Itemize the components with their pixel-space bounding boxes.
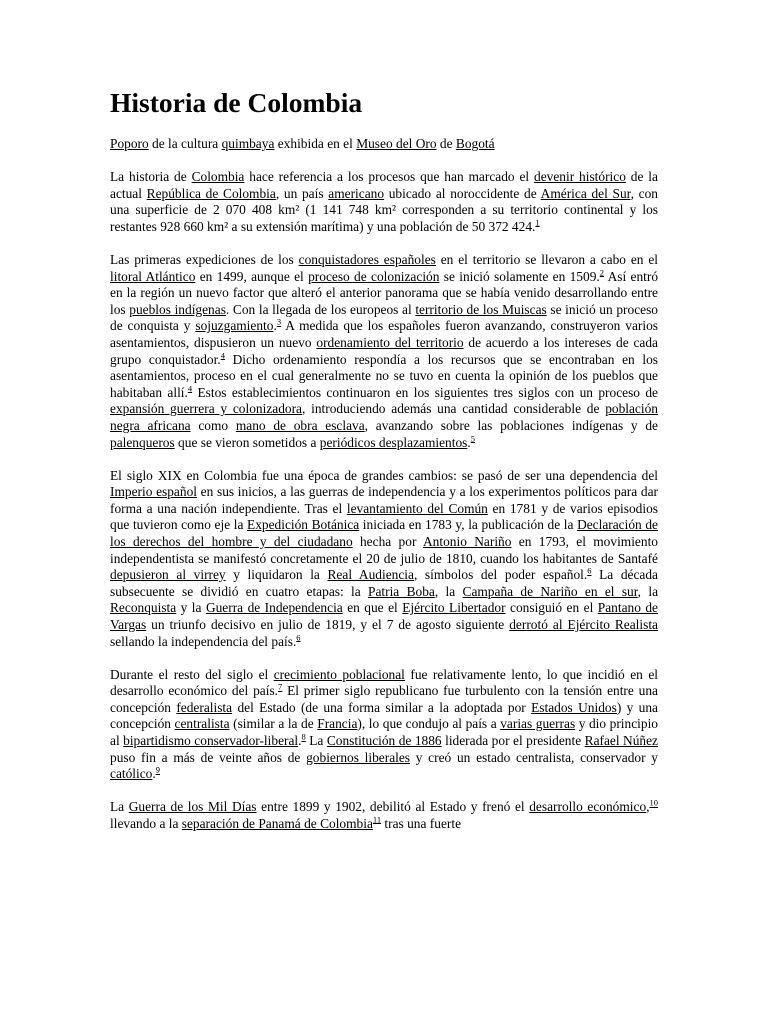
- text-run: , un país: [275, 185, 329, 201]
- text-run: A medida que los españoles fueron avanzando, construyeron varios asentamientos, dispusieron un nuevo: [110, 318, 658, 350]
- image-caption: [110, 136, 658, 153]
- article-link[interactable]: depusieron al virrey: [110, 567, 226, 583]
- article-link[interactable]: Guerra de Independencia: [205, 600, 343, 616]
- article-link[interactable]: Museo del Oro: [356, 136, 437, 151]
- text-run: en 1793, el movimiento independentista se manifestó concretamente el 20 de julio de 1810, cuando los habitantes de Santafé: [110, 533, 658, 566]
- text-run: iniciada en 1783 y, la publicación de la: [359, 517, 578, 533]
- article-link[interactable]: Antonio Nariño: [423, 533, 512, 549]
- article-link[interactable]: Francia: [317, 716, 358, 732]
- citation-link[interactable]: 4: [220, 350, 225, 361]
- citation-link[interactable]: 3: [276, 316, 282, 327]
- text-run: que se vieron sometidos a: [174, 434, 320, 450]
- text-run: en el territorio se llevaron a cabo en el: [435, 251, 659, 267]
- text-run: .: [273, 318, 277, 334]
- text-run: y dio principio al: [110, 716, 659, 748]
- text-run: un triunfo decisivo en julio de 1819, y el 7 de agosto siguiente: [146, 616, 510, 632]
- article-body: [110, 136, 658, 832]
- text-run: Durante el resto del siglo el: [110, 666, 274, 682]
- text-run: en 1499, aunque el: [195, 268, 309, 284]
- text-run: , la: [434, 583, 463, 599]
- text-run: , la: [637, 583, 659, 599]
- article-link[interactable]: Patria Boba: [368, 583, 435, 599]
- article-link[interactable]: Declaración de los derechos del hombre y del ciudadano: [110, 517, 658, 549]
- citation-link[interactable]: 6: [587, 565, 592, 576]
- article-link[interactable]: expansión guerrera y colonizadora: [110, 401, 303, 417]
- article-link[interactable]: Colombia: [191, 169, 245, 185]
- article-link[interactable]: Ejército Libertador: [402, 600, 506, 616]
- article-link[interactable]: población negra africana: [110, 401, 658, 433]
- article-link[interactable]: proceso de colonización: [308, 268, 440, 284]
- text-run: del Estado (de una forma similar a la adoptada por: [232, 699, 532, 715]
- article-link[interactable]: Estados Unidos: [531, 699, 617, 715]
- citation-link[interactable]: 4: [187, 383, 193, 394]
- citation-ref[interactable]: [650, 798, 659, 808]
- citation-link[interactable]: 2: [599, 267, 604, 278]
- paragraph-sigloxix: [110, 468, 658, 651]
- text-run: , introduciendo además una cantidad considerable de: [302, 401, 606, 417]
- article-link[interactable]: devenir histórico: [534, 169, 626, 185]
- text-run: Dicho ordenamiento respondía a los recursos que se encontraban en los asentamientos, proceso en el cual generalmente no se tuvo en cuenta la opinión de los pueblos que habitaban allí.: [110, 351, 658, 400]
- article-link[interactable]: Bogotá: [455, 136, 495, 151]
- article-link[interactable]: Campaña de Nariño en el sur: [462, 583, 638, 599]
- article-link[interactable]: Pantano de Vargas: [110, 600, 659, 632]
- article-link[interactable]: República de Colombia: [146, 185, 276, 201]
- article-link[interactable]: separación de Panamá de Colombia: [181, 815, 373, 831]
- citation-ref[interactable]: [156, 765, 160, 775]
- text-run: de la cultura: [148, 136, 222, 151]
- article-link[interactable]: federalista: [176, 699, 233, 715]
- text-run: en 1781 y de varios episodios que tuvieron como eje la: [110, 500, 658, 533]
- article-link[interactable]: periódicos desplazamientos: [319, 434, 468, 450]
- citation-link[interactable]: 10: [649, 797, 658, 808]
- article-link[interactable]: desarrollo económico: [529, 799, 647, 815]
- text-run: . Con la llegada de los europeos al: [225, 301, 416, 317]
- article-link[interactable]: América del Sur: [540, 185, 631, 201]
- article-link[interactable]: Constitución de 1886: [326, 733, 442, 748]
- citation-link[interactable]: 1: [535, 217, 540, 228]
- citation-ref[interactable]: [373, 814, 381, 824]
- text-run: La: [305, 733, 327, 748]
- text-run: liderada por el presidente: [441, 733, 585, 748]
- article-link[interactable]: Poporo: [110, 136, 149, 151]
- article-link[interactable]: Expedición Botánica: [247, 517, 360, 533]
- text-run: sellando la independencia del país.: [110, 633, 297, 649]
- text-run: y la: [176, 600, 206, 616]
- article-link[interactable]: Imperio español: [110, 484, 197, 500]
- text-run: llevando a la: [110, 815, 182, 831]
- text-run: y liquidaron la: [225, 567, 328, 583]
- article-link[interactable]: derrotó al Ejército Realista: [509, 616, 658, 632]
- article-link[interactable]: quimbaya: [221, 136, 275, 151]
- article-link[interactable]: bipartidismo conservador-liberal: [123, 733, 299, 748]
- article-link[interactable]: pueblos indígenas: [129, 301, 226, 317]
- article-link[interactable]: territorio de los Muiscas: [415, 301, 547, 317]
- article-link[interactable]: Rafael Núñez: [584, 733, 658, 748]
- article-link[interactable]: católico: [110, 766, 153, 782]
- text-run: de: [436, 136, 456, 151]
- article-link[interactable]: palenqueros: [110, 434, 175, 450]
- citation-link[interactable]: 11: [372, 814, 382, 825]
- citation-ref[interactable]: [471, 433, 475, 443]
- text-run: (similar a la de: [229, 716, 318, 732]
- citation-link[interactable]: 6: [296, 632, 301, 643]
- article-link[interactable]: crecimiento poblacional: [273, 666, 405, 682]
- paragraph-milDias: [110, 799, 658, 832]
- text-run: Así entró en la región un nuevo factor que alteró el anterior panorama que se había venido desarrollando entre los: [110, 268, 659, 317]
- article-link[interactable]: sojuzgamiento: [195, 318, 274, 334]
- citation-link[interactable]: 7: [278, 681, 283, 692]
- paragraph-conquista: [110, 252, 658, 451]
- text-run: hecha por: [352, 533, 424, 549]
- text-run: en sus inicios, a las guerras de independencia y a los experimentos políticos para dar forma a una nación independiente. Tras el: [110, 484, 658, 516]
- text-run: El primer siglo republicano fue turbulento con la tensión entre una concepción: [110, 683, 658, 715]
- text-run: .: [467, 434, 471, 450]
- text-run: Estos establecimientos continuaron en los siguientes tres siglos con un proceso de: [192, 384, 658, 400]
- text-run: y creó un estado centralista, conservador y: [410, 749, 658, 765]
- citation-ref[interactable]: [535, 217, 539, 227]
- text-run: , símbolos del poder español.: [413, 567, 588, 583]
- citation-link[interactable]: 9: [155, 764, 160, 775]
- text-run: como: [190, 417, 236, 433]
- citation-link[interactable]: 5: [470, 433, 475, 444]
- text-run: tras una fuerte: [381, 815, 462, 831]
- text-run: , con una superficie de 2 070 408 km² (1 141 748 km² corresponden a su territorio continental y los restantes 928 660 km² a su extensión marítima) y una población de 50 372 424.: [110, 185, 658, 234]
- text-run: hace referencia a los procesos que han marcado el: [244, 169, 535, 185]
- text-run: de la actual: [110, 169, 658, 201]
- text-run: ) y una concepción: [110, 699, 658, 732]
- article-link[interactable]: varias guerras: [500, 716, 576, 732]
- article-link[interactable]: ordenamiento del territorio: [316, 334, 464, 350]
- article-link[interactable]: levantamiento del Común: [346, 500, 488, 516]
- text-run: ), lo que condujo al país a: [357, 716, 501, 732]
- text-run: de acuerdo a los intereses de cada grupo conquistador.: [110, 334, 658, 367]
- article-link[interactable]: conquistadores españoles: [298, 251, 436, 267]
- paragraph-resto: [110, 667, 658, 783]
- text-run: puso fin a más de veinte años de: [110, 749, 307, 765]
- text-run: en que el: [342, 600, 403, 616]
- citation-ref[interactable]: [296, 632, 300, 642]
- text-run: , avanzando sobre las poblaciones indígenas y de: [364, 417, 658, 433]
- citation-link[interactable]: 8: [301, 731, 306, 742]
- article-link[interactable]: gobiernos liberales: [306, 749, 411, 765]
- article-link[interactable]: Reconquista: [110, 600, 177, 616]
- text-run: consiguió en el: [505, 600, 598, 616]
- text-run: exhibida en el: [274, 136, 357, 151]
- article-link[interactable]: americano: [328, 185, 385, 201]
- article-link[interactable]: Real Audiencia: [327, 567, 414, 583]
- text-run: .: [152, 766, 156, 782]
- text-run: El siglo XIX en Colombia fue una época de grandes cambios: se pasó de ser una dependencia del: [110, 467, 658, 483]
- page-title: Historia de Colombia: [110, 87, 363, 118]
- text-run: La historia de: [110, 169, 192, 185]
- text-run: fue relativamente lento, lo que incidió en el desarrollo económico del país.: [110, 666, 658, 699]
- article-link[interactable]: mano de obra esclava: [235, 417, 365, 433]
- text-run: La: [110, 799, 129, 815]
- text-run: Las primeras expediciones de los: [110, 251, 299, 267]
- article-link[interactable]: centralista: [174, 716, 230, 732]
- text-run: se inició solamente en 1509.: [439, 268, 600, 284]
- text-run: ,: [646, 799, 650, 815]
- paragraph-intro: [110, 169, 658, 235]
- text-run: entre 1899 y 1902, debilitó al Estado y frenó el: [256, 799, 530, 815]
- text-run: se inició un proceso de conquista y: [110, 301, 658, 334]
- text-run: ubicado al noroccidente de: [384, 185, 541, 201]
- text-run: .: [298, 733, 302, 748]
- article-link[interactable]: Guerra de los Mil Días: [128, 799, 257, 815]
- article-link[interactable]: litoral Atlántico: [110, 268, 196, 284]
- text-run: La década subsecuente se dividió en cuatro etapas: la: [110, 567, 659, 599]
